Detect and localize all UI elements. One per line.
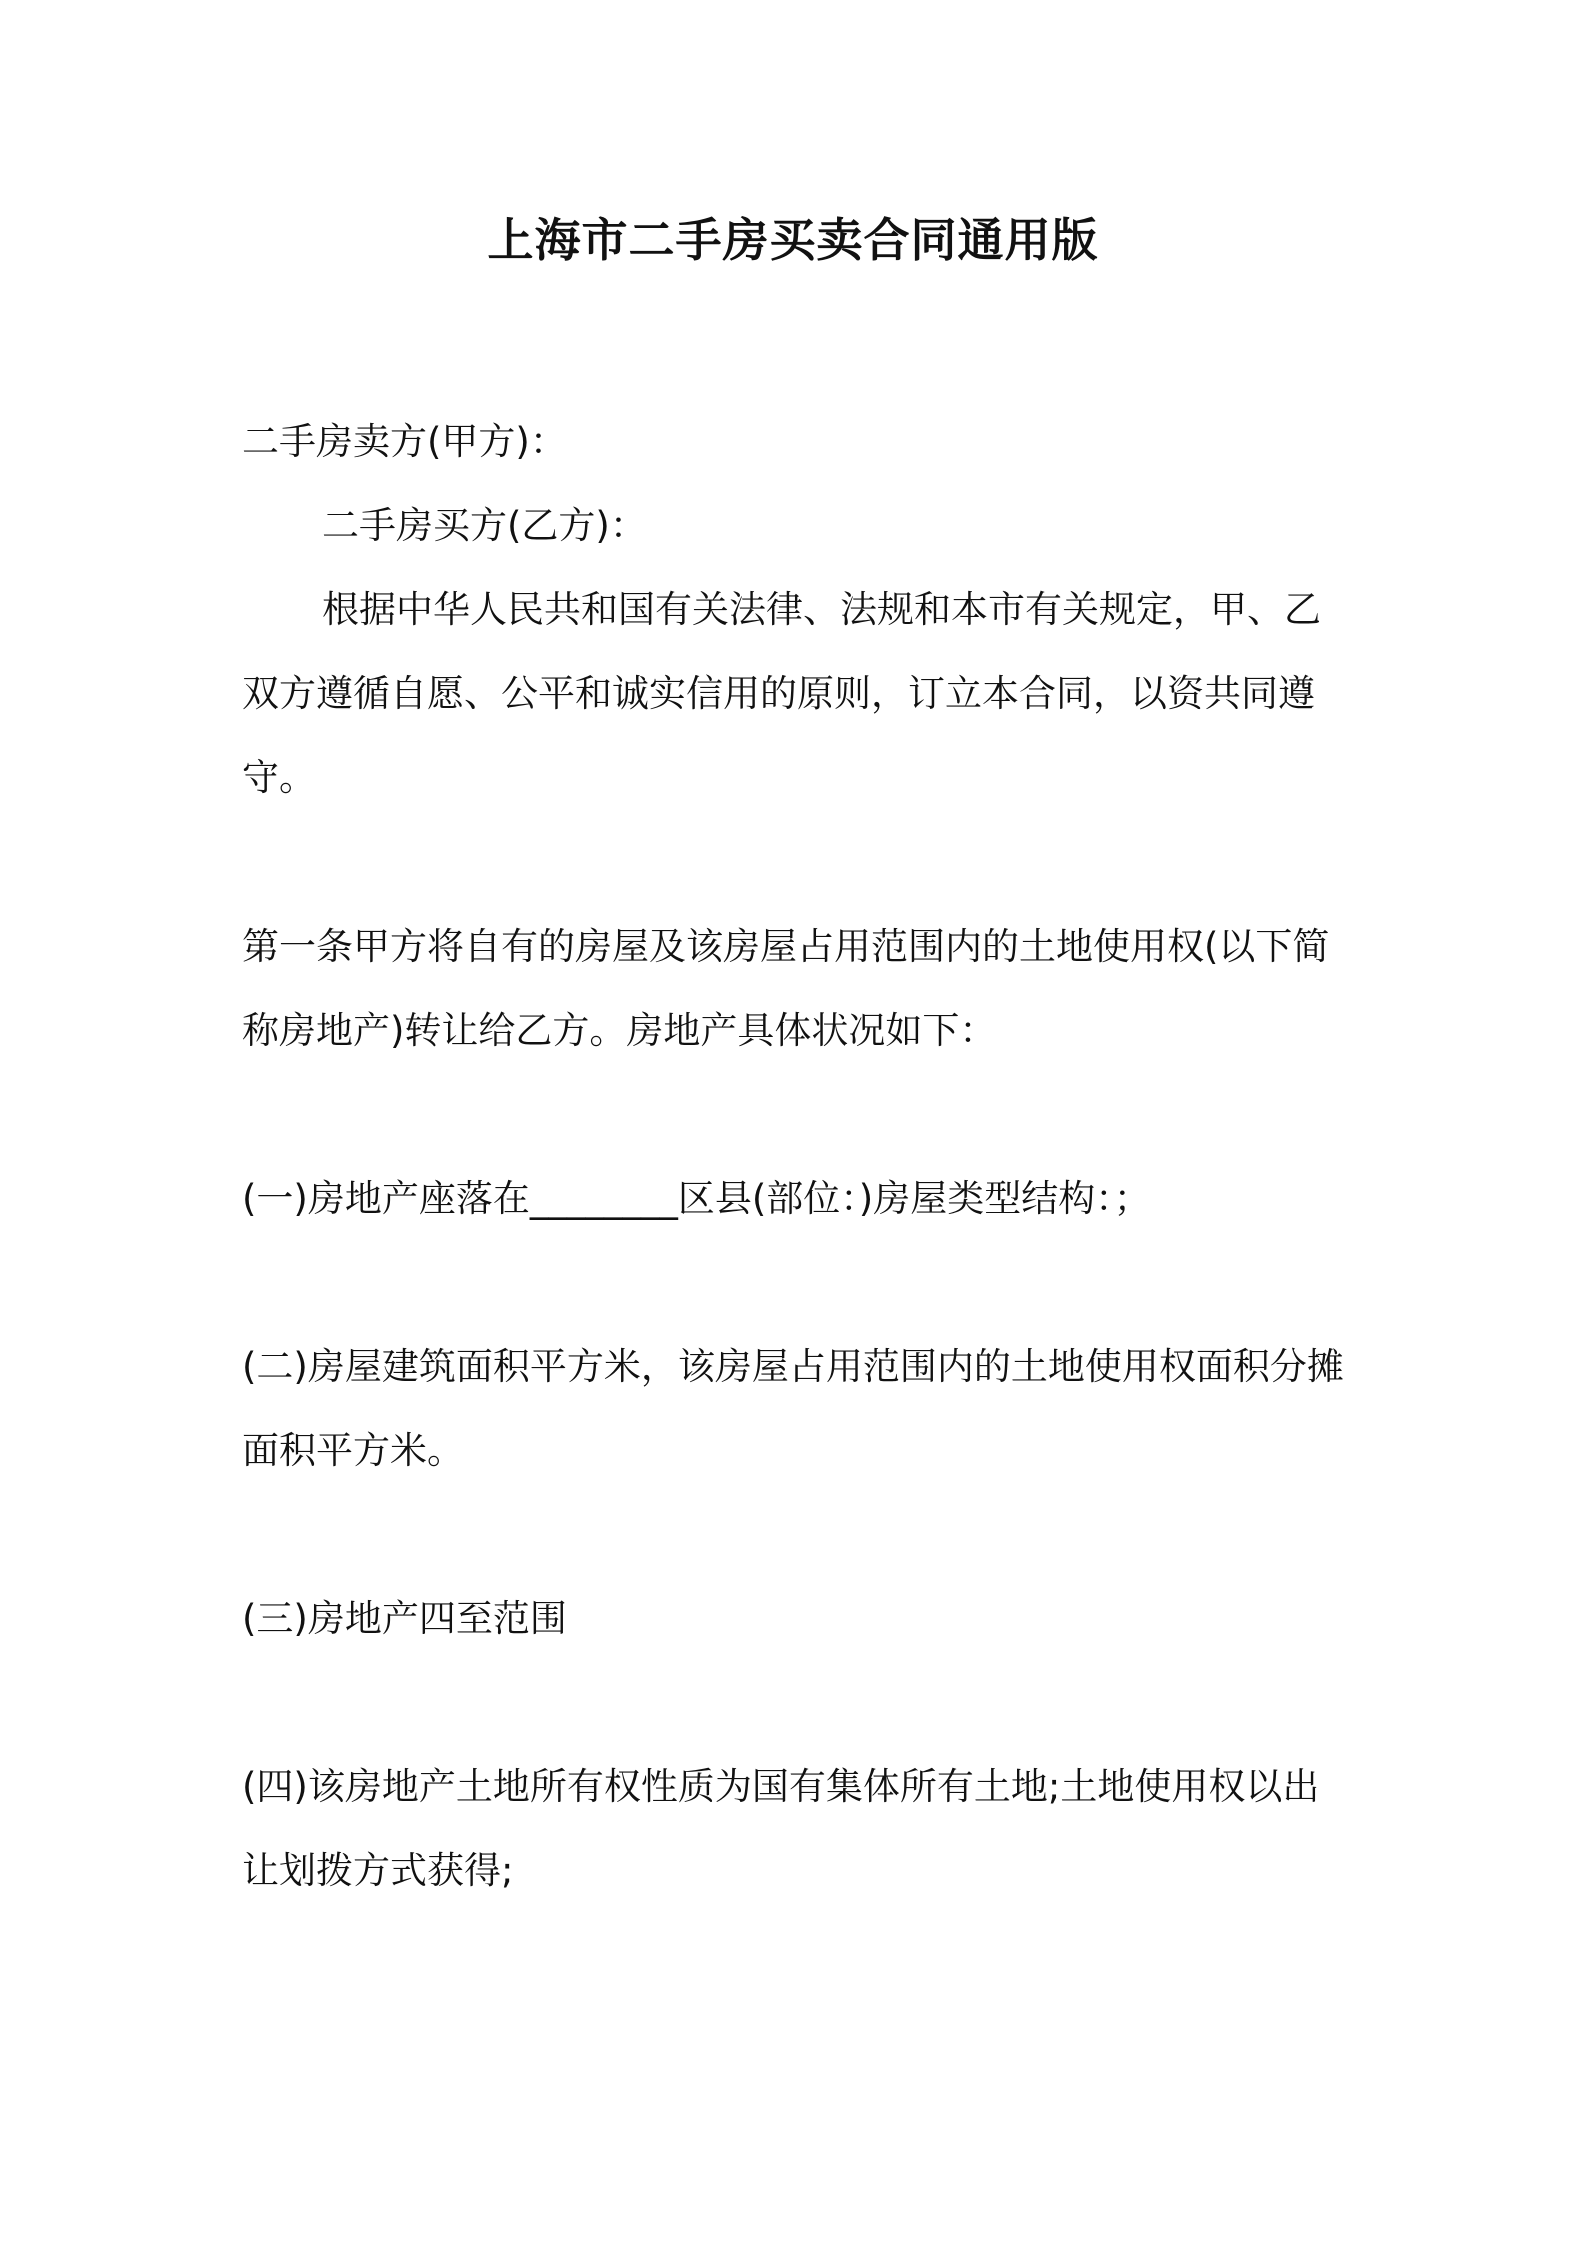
item-4-land-rights: (四)该房地产土地所有权性质为国有集体所有土地;土地使用权以出让划拨方式获得; (242, 1765, 1320, 1892)
basis-paragraph: 根据中华人民共和国有关法律、法规和本市有关规定，甲、乙双方遵循自愿、公平和诚实信用的原则，订立本合同，以资共同遵守。 (242, 588, 1321, 799)
item-3-boundary: (三)房地产四至范围 (242, 1597, 567, 1640)
seller-line: 二手房卖方(甲方)： (242, 420, 567, 463)
item-2-area: (二)房屋建筑面积平方米，该房屋占用范围内的土地使用权面积分摊面积平方米。 (242, 1345, 1344, 1472)
item-1-location: (一)房地产座落在________区县(部位：)房屋类型结构：； (242, 1177, 1151, 1220)
document-title: 上海市二手房买卖合同通用版 (487, 213, 1099, 267)
buyer-line: 二手房买方(乙方)： (322, 504, 647, 547)
article-1: 第一条甲方将自有的房屋及该房屋占用范围内的土地使用权(以下简称房地产)转让给乙方。房地产具体状况如下： (242, 925, 1330, 1052)
